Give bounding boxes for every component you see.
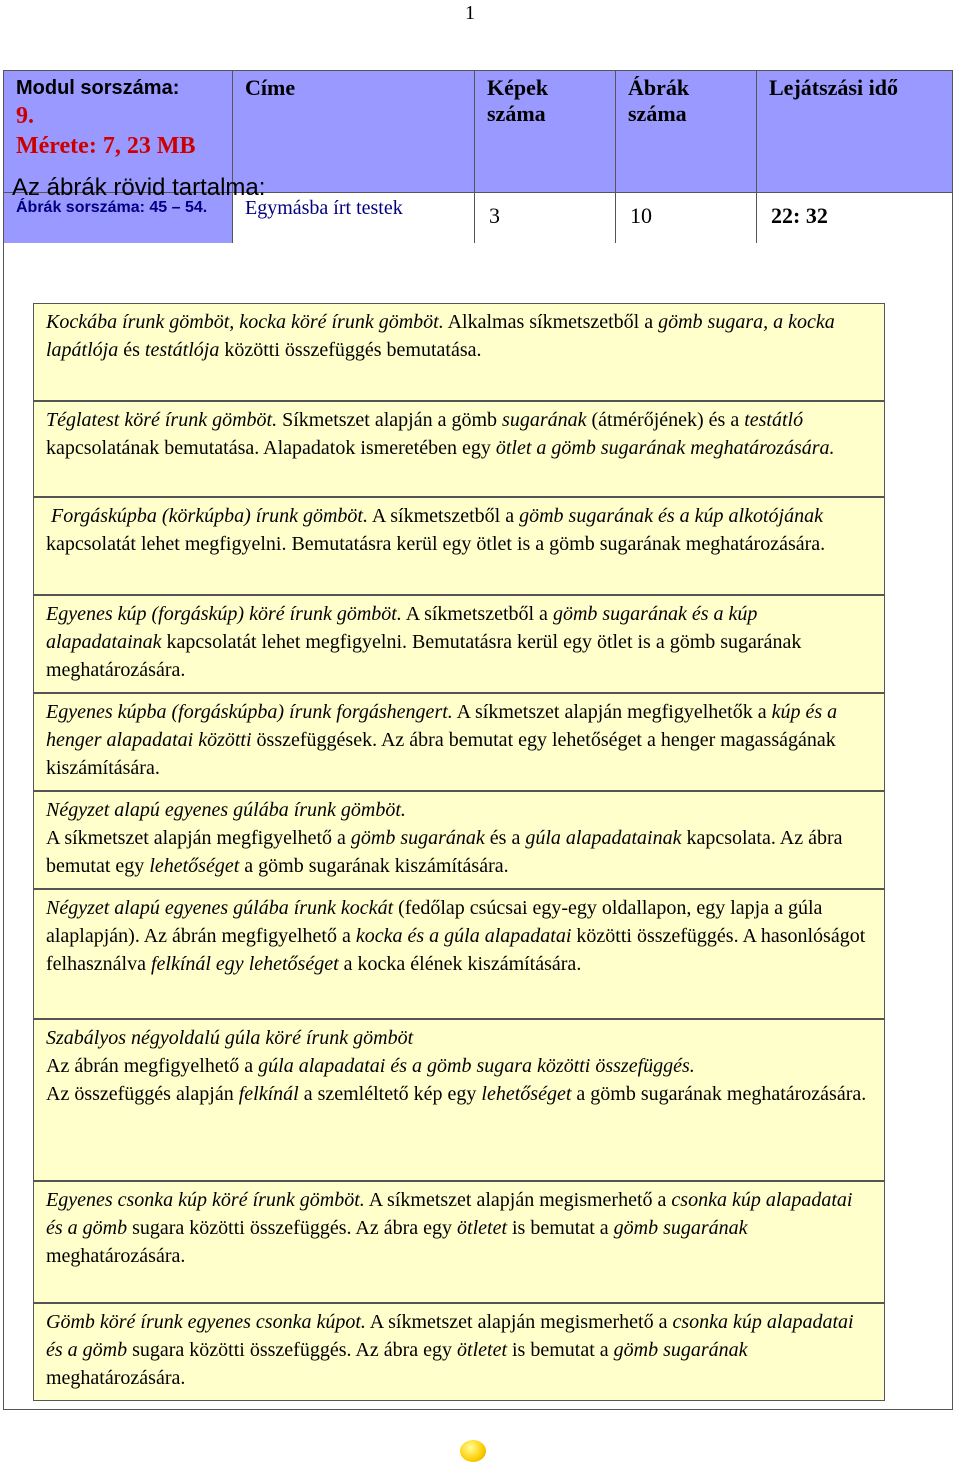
meret-label: Mérete: 7, 23 MB	[16, 133, 196, 159]
kepek-header: Képek száma	[475, 71, 616, 192]
kepek-value: 3	[475, 193, 616, 243]
list-item: Szabályos négyoldalú gúla köré írunk gömböt Az ábrán megfigyelhető a gúla alapadatai és a gömb sugara közötti összefüggés. Az összefüggés alapján felkínál a szemléltető kép egy lehetőséget a gömb sugarának meghatározására.	[33, 1019, 885, 1181]
abrak-value: 10	[616, 193, 757, 243]
lejatszasi-header: Lejátszási idő	[769, 75, 898, 100]
nav-dot-icon[interactable]	[460, 1440, 486, 1462]
list-item: Egyenes kúp (forgáskúp) köré írunk gömböt. A síkmetszetből a gömb sugarának és a kúp alapadatainak kapcsolatát lehet megfigyelni. Bemutatásra kerül egy ötlet is a gömb sugarának meghatározására.	[33, 595, 885, 693]
title-header: Címe	[233, 71, 475, 192]
abrak-sorszama: Ábrák sorszáma: 45 – 54.	[4, 193, 233, 243]
ido-value: 22: 32	[771, 203, 828, 228]
list-item: Négyzet alapú egyenes gúlába írunk gömböt. A síkmetszet alapján megfigyelhető a gömb sugarának és a gúla alapadatainak kapcsolata. Az ábra bemutat egy lehetőséget a gömb sugarának kiszámítására.	[33, 791, 885, 889]
list-item: Téglatest köré írunk gömböt. Síkmetszet alapján a gömb sugarának (átmérőjének) és a testátló kapcsolatának bemutatása. Alapadatok ismeretében egy ötlet a gömb sugarának meghatározására.	[33, 401, 885, 497]
list-item: Egyenes csonka kúp köré írunk gömböt. A síkmetszet alapján megismerhető a csonka kúp alapadatai és a gömb sugara közötti összefüggés. Az ábra egy ötletet is bemutat a gömb sugarának meghatározására.	[33, 1181, 885, 1303]
list-item: Egyenes kúpba (forgáskúpba) írunk forgáshengert. A síkmetszet alapján megfigyelhetők a kúp és a henger alapadatai közötti összefüggések. Az ábra bemutat egy lehetőséget a henger magasságának kiszámítására.	[33, 693, 885, 791]
abrak-header: Ábrák száma	[616, 71, 757, 192]
list-item: Gömb köré írunk egyenes csonka kúpot. A síkmetszet alapján megismerhető a csonka kúp alapadatai és a gömb sugara közötti összefüggés. Az ábra egy ötletet is bemutat a gömb sugarának meghatározására.	[33, 1303, 885, 1401]
page-number: 1	[465, 2, 475, 24]
list-item: Forgáskúpba (körkúpba) írunk gömböt. A síkmetszetből a gömb sugarának és a kúp alkotójának kapcsolatát lehet megfigyelni. Bemutatásra kerül egy ötlet is a gömb sugarának meghatározására.	[33, 497, 885, 595]
modul-label: Modul sorszáma:	[16, 77, 180, 99]
summary-title: Az ábrák rövid tartalma:	[12, 174, 266, 201]
cim-value: Egymásba írt testek	[233, 193, 475, 243]
list-item: Kockába írunk gömböt, kocka köré írunk gömböt. Alkalmas síkmetszetből a gömb sugara, a kocka lapátlója és testátlója közötti összefüggés bemutatása.	[33, 303, 885, 401]
list-item: Négyzet alapú egyenes gúlába írunk kockát (fedőlap csúcsai egy-egy oldallapon, egy lapja a gúla alaplapján). Az ábrán megfigyelhető a kocka és a gúla alapadatai közötti összefüggés. A hasonlóságot felhasználva felkínál egy lehetőséget a kocka élének kiszámítására.	[33, 889, 885, 1019]
modul-value: 9.	[16, 103, 34, 129]
